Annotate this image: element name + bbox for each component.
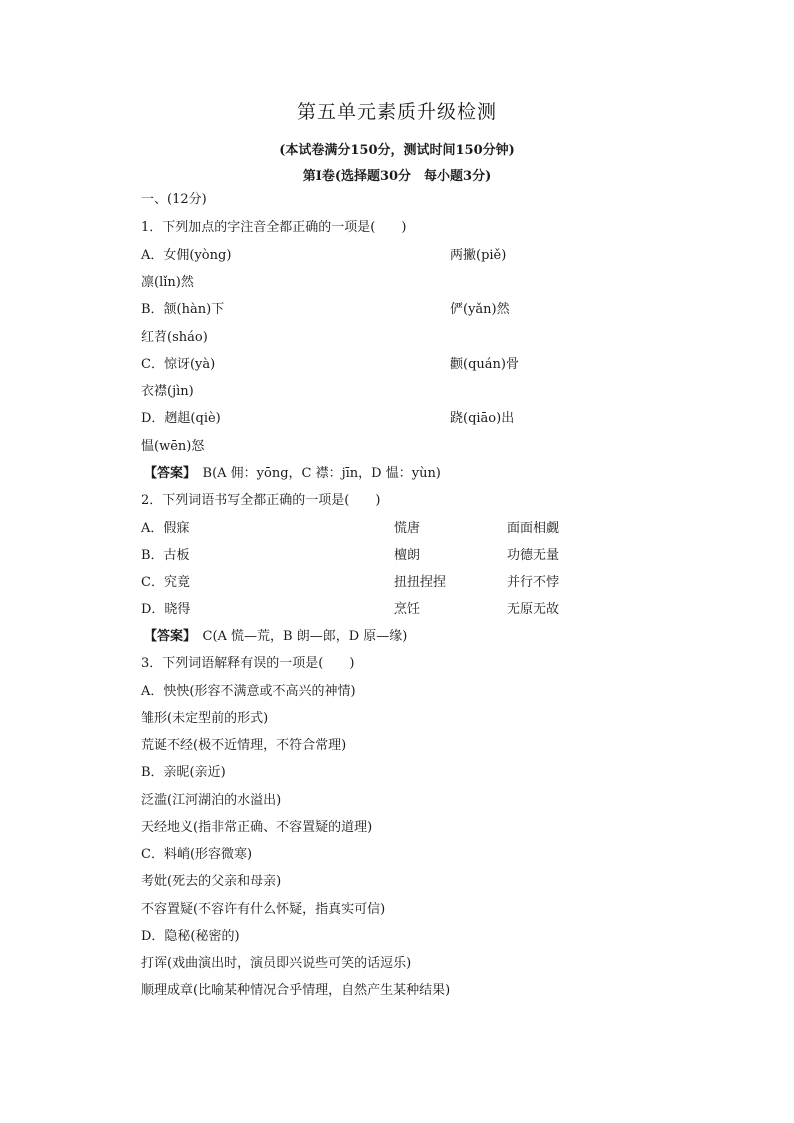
q3-line: D．隐秘(秘密的) bbox=[141, 929, 240, 944]
page-title: 第五单元素质升级检测 bbox=[296, 101, 497, 123]
q3-line: 荒诞不经(极不近情理，不符合常理) bbox=[141, 738, 347, 753]
section-heading: 第Ⅰ卷(选择题30分 每小题3分) bbox=[302, 169, 492, 184]
q2-answer-text: C(A 慌—荒，B 朗—郎，D 原—缘) bbox=[189, 629, 408, 644]
q1-option-c-row bbox=[141, 357, 519, 373]
q3-stem: 3．下列词语解释有误的一项是( ) bbox=[141, 656, 355, 671]
q1-c2: 颧(quán)骨 bbox=[450, 357, 519, 372]
q1-d1: D．趔趄(qiè) bbox=[141, 411, 221, 426]
q1-d3: 愠(wēn)怒 bbox=[141, 439, 205, 454]
q3-line: 泛滥(江河湖泊的水溢出) bbox=[141, 793, 282, 808]
q3-line: 考妣(死去的父亲和母亲) bbox=[141, 874, 282, 889]
q3-line: A．怏怏(形容不满意或不高兴的神情) bbox=[141, 684, 356, 699]
q2-b-word1: B．古板 bbox=[141, 548, 190, 563]
q3-line: 雏形(未定型前的形式) bbox=[141, 711, 269, 726]
exam-info: (本试卷满分150分，测试时间150分钟) bbox=[279, 143, 515, 158]
q2-b-word2: 檀朗 bbox=[394, 548, 421, 563]
answer-label: 【答案】 bbox=[144, 629, 190, 644]
q1-b2: 俨(yǎn)然 bbox=[450, 302, 510, 317]
q2-a-word1: A．假寐 bbox=[141, 521, 190, 536]
q3-line: 天经地义(指非常正确、不容置疑的道理) bbox=[141, 820, 373, 835]
q3-line: 顺理成章(比喻某种情况合乎情理，自然产生某种结果) bbox=[141, 983, 451, 998]
q2-d-word2: 烹饪 bbox=[394, 602, 421, 617]
q1-d2: 跷(qiāo)出 bbox=[450, 411, 515, 426]
q1-a3: 凛(lǐn)然 bbox=[141, 275, 194, 290]
q2-option-b-row bbox=[141, 548, 560, 564]
q1-a1: A．女佣(yòng) bbox=[141, 248, 232, 263]
q1-c1: C．惊讶(yà) bbox=[141, 357, 216, 372]
q1-option-a-row bbox=[141, 248, 507, 264]
q1-answer-text: B(A 佣：yōng，C 襟：jīn，D 愠：yùn) bbox=[189, 466, 441, 481]
q2-c-word3: 并行不悖 bbox=[507, 575, 560, 590]
q2-b-word3: 功德无量 bbox=[507, 548, 560, 563]
q1-c3: 衣襟(jìn) bbox=[141, 384, 194, 399]
q2-a-word2: 慌唐 bbox=[394, 521, 421, 536]
q3-line: 打诨(戏曲演出时，演员即兴说些可笑的话逗乐) bbox=[141, 956, 412, 971]
q2-option-d-row bbox=[141, 602, 560, 618]
q1-answer bbox=[144, 466, 441, 482]
q3-line: B．亲昵(亲近) bbox=[141, 765, 226, 780]
q2-c-word2: 扭扭捏捏 bbox=[394, 575, 447, 590]
q3-line: 不容置疑(不容许有什么怀疑，指真实可信) bbox=[141, 902, 386, 917]
q3-line: C．料峭(形容微寒) bbox=[141, 847, 253, 862]
q2-stem: 2．下列词语书写全都正确的一项是( ) bbox=[141, 493, 381, 508]
q1-b1: B．颔(hàn)下 bbox=[141, 302, 225, 317]
q1-option-d-row bbox=[141, 411, 515, 427]
q1-option-b-row bbox=[141, 302, 510, 318]
q1-stem: 1．下列加点的字注音全都正确的一项是( ) bbox=[141, 220, 407, 235]
q1-b3: 红苕(sháo) bbox=[141, 330, 208, 345]
q2-option-c-row bbox=[141, 575, 560, 591]
q1-a2: 两撇(piě) bbox=[450, 248, 507, 263]
q2-c-word1: C．究竟 bbox=[141, 575, 190, 590]
q2-option-a-row bbox=[141, 521, 560, 537]
answer-label: 【答案】 bbox=[144, 466, 190, 481]
q2-answer bbox=[144, 629, 407, 645]
q2-d-word1: D．晓得 bbox=[141, 602, 191, 617]
q2-d-word3: 无原无故 bbox=[507, 602, 560, 617]
part-one-heading: 一、(12分) bbox=[141, 192, 207, 207]
q2-a-word3: 面面相觑 bbox=[507, 521, 560, 536]
